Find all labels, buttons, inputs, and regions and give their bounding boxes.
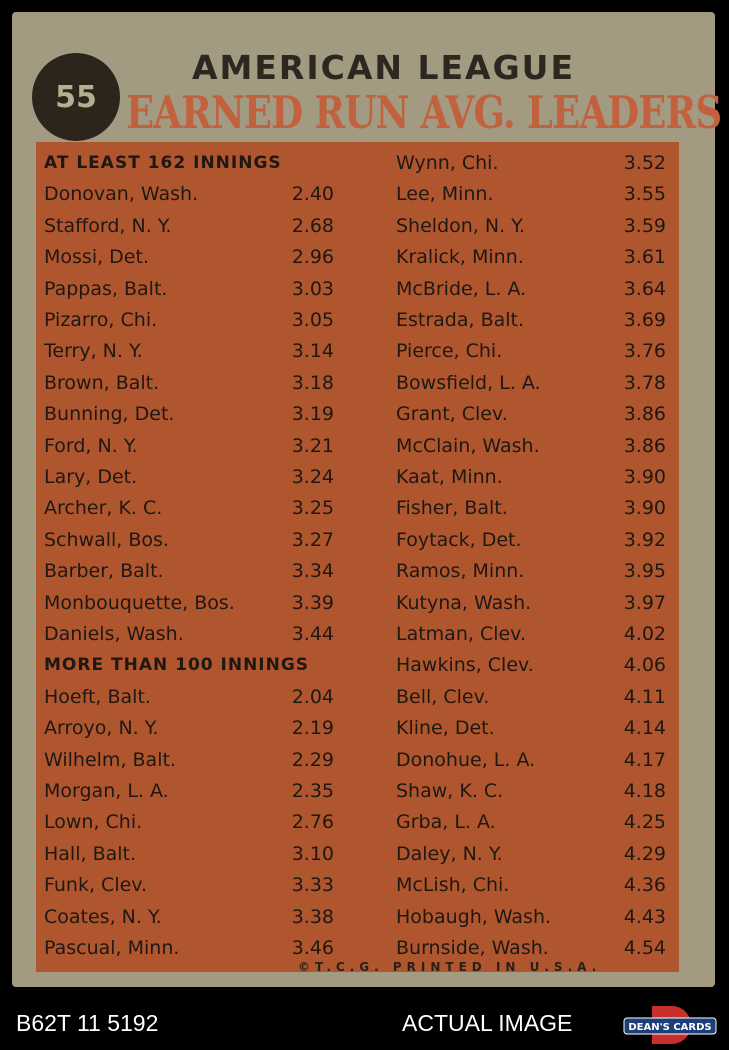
stat-row — [44, 933, 334, 963]
stat-row — [396, 336, 666, 366]
era-value: 4.17 — [623, 748, 666, 771]
era-value: 3.69 — [623, 309, 666, 331]
era-value: 3.86 — [623, 403, 666, 426]
era-value: 3.39 — [291, 591, 334, 614]
stat-row — [396, 650, 666, 680]
pitcher-name: Bunning, Det. — [44, 403, 175, 426]
stat-row — [396, 839, 666, 869]
deans-cards-logo — [622, 1004, 718, 1046]
pitcher-name: Latman, Clev. — [396, 623, 526, 645]
pitcher-name: Funk, Clev. — [44, 874, 148, 897]
pitcher-name: Mossi, Det. — [44, 246, 149, 269]
pitcher-name: Kline, Det. — [396, 717, 495, 740]
stat-row — [396, 368, 666, 398]
card-number: 55 — [55, 79, 97, 115]
stat-row — [44, 431, 334, 461]
era-value: 3.97 — [623, 591, 666, 614]
stat-row — [396, 556, 666, 586]
stat-row — [396, 619, 666, 649]
pitcher-name: Bell, Clev. — [396, 685, 490, 708]
pitcher-name: Schwall, Bos. — [44, 528, 169, 551]
pitcher-name: Hawkins, Clev. — [396, 654, 534, 677]
stat-row — [396, 713, 666, 743]
stat-row — [396, 525, 666, 555]
pitcher-name: Lary, Det. — [44, 466, 138, 488]
stat-row — [396, 807, 666, 837]
era-value: 3.21 — [291, 434, 334, 457]
pitcher-name: McBride, L. A. — [396, 277, 527, 300]
title-line1: AMERICAN LEAGUE — [192, 48, 576, 87]
era-value: 2.76 — [291, 811, 334, 834]
stat-row — [44, 179, 334, 209]
pitcher-name: Hobaugh, Wash. — [396, 905, 552, 928]
era-value: 3.38 — [291, 905, 334, 928]
era-value: 3.95 — [623, 560, 666, 583]
stat-row — [44, 556, 334, 586]
era-value: 2.40 — [291, 183, 334, 206]
copyright: ©T.C.G. PRINTED IN U.S.A. — [298, 960, 602, 974]
stat-row — [44, 399, 334, 429]
pitcher-name: Pizarro, Chi. — [44, 309, 158, 331]
stat-row — [396, 462, 666, 492]
stat-row — [44, 493, 334, 523]
pitcher-name: Lown, Chi. — [44, 811, 143, 834]
pitcher-name: Terry, N. Y. — [44, 340, 143, 363]
era-value: 2.19 — [291, 717, 334, 740]
stat-row — [396, 242, 666, 272]
stat-row — [44, 462, 334, 492]
stat-row — [44, 525, 334, 555]
stat-row — [396, 431, 666, 461]
era-value: 4.25 — [623, 811, 666, 834]
stats-panel — [36, 142, 679, 972]
era-value: 3.34 — [291, 560, 334, 583]
pitcher-name: McLish, Chi. — [396, 874, 510, 897]
era-value: 3.55 — [623, 183, 666, 206]
logo-text: DEAN'S CARDS — [628, 1022, 712, 1033]
pitcher-name: Kralick, Minn. — [396, 246, 524, 269]
stat-row — [396, 305, 666, 335]
era-value: 3.86 — [623, 434, 666, 457]
era-value: 3.59 — [623, 214, 666, 237]
inventory-code: B62T 11 5192 — [16, 1010, 159, 1036]
era-value: 3.64 — [623, 277, 666, 300]
pitcher-name: Burnside, Wash. — [396, 937, 549, 959]
era-value: 4.14 — [623, 717, 666, 740]
pitcher-name: Wynn, Chi. — [396, 152, 499, 174]
stat-row — [44, 870, 334, 900]
pitcher-name: Donohue, L. A. — [396, 748, 536, 771]
pitcher-name: Brown, Balt. — [44, 371, 160, 394]
era-value: 3.52 — [623, 152, 666, 174]
stat-row — [44, 368, 334, 398]
era-value: 3.18 — [291, 371, 334, 394]
pitcher-name: Stafford, N. Y. — [44, 214, 172, 237]
pitcher-name: Pierce, Chi. — [396, 340, 503, 363]
stat-row — [44, 839, 334, 869]
era-value: 2.04 — [291, 685, 334, 708]
era-value: 2.68 — [291, 214, 334, 237]
stat-row — [44, 682, 334, 712]
stat-row — [396, 870, 666, 900]
pitcher-name: Pappas, Balt. — [44, 277, 168, 300]
pitcher-name: Donovan, Wash. — [44, 183, 199, 206]
stat-row — [396, 902, 666, 932]
pitcher-name: Estrada, Balt. — [396, 309, 525, 331]
stat-row — [396, 745, 666, 775]
stat-row — [396, 148, 666, 178]
pitcher-name: Shaw, K. C. — [396, 780, 504, 802]
stat-row — [44, 588, 334, 618]
era-value: 4.54 — [623, 937, 666, 959]
pitcher-name: Hall, Balt. — [44, 842, 137, 865]
pitcher-name: Barber, Balt. — [44, 560, 164, 583]
stat-row — [396, 274, 666, 304]
stat-row — [44, 619, 334, 649]
era-value: 3.44 — [291, 623, 334, 645]
actual-image-label: ACTUAL IMAGE — [402, 1010, 573, 1036]
pitcher-name: Grba, L. A. — [396, 811, 496, 834]
pitcher-name: Arroyo, N. Y. — [44, 717, 159, 740]
pitcher-name: Daley, N. Y. — [396, 842, 503, 865]
era-value: 3.14 — [291, 340, 334, 363]
stat-row — [396, 399, 666, 429]
pitcher-name: Ramos, Minn. — [396, 560, 525, 583]
stat-row — [44, 211, 334, 241]
stat-row — [44, 745, 334, 775]
era-value: 4.18 — [623, 780, 666, 802]
stat-row — [44, 336, 334, 366]
pitcher-name: Hoeft, Balt. — [44, 685, 151, 708]
pitcher-name: Kaat, Minn. — [396, 466, 503, 488]
pitcher-name: Fisher, Balt. — [396, 497, 508, 520]
era-value: 3.24 — [291, 466, 334, 488]
stat-row — [44, 274, 334, 304]
pitcher-name: Kutyna, Wash. — [396, 591, 532, 614]
stat-row — [396, 493, 666, 523]
pitcher-name: Grant, Clev. — [396, 403, 508, 426]
pitcher-name: Pascual, Minn. — [44, 937, 180, 959]
stat-row — [396, 179, 666, 209]
pitcher-name: Foytack, Det. — [396, 528, 522, 551]
era-value: 3.90 — [623, 497, 666, 520]
era-value: 3.61 — [623, 246, 666, 269]
era-value: 3.05 — [291, 309, 334, 331]
era-value: 3.90 — [623, 466, 666, 488]
pitcher-name: Bowsfield, L. A. — [396, 371, 541, 394]
era-value: 3.10 — [291, 842, 334, 865]
era-value: 4.29 — [623, 842, 666, 865]
stat-row — [44, 713, 334, 743]
era-value: 2.96 — [291, 246, 334, 269]
era-value: 2.35 — [291, 780, 334, 802]
stat-row — [396, 776, 666, 806]
pitcher-name: Coates, N. Y. — [44, 905, 162, 928]
era-value: 3.76 — [623, 340, 666, 363]
stat-row — [396, 211, 666, 241]
era-value: 3.46 — [291, 937, 334, 959]
pitcher-name: Sheldon, N. Y. — [396, 214, 525, 237]
section-heading-162: AT LEAST 162 INNINGS — [44, 153, 282, 173]
stat-row — [396, 682, 666, 712]
era-value: 3.27 — [291, 528, 334, 551]
card-number-badge — [32, 53, 120, 141]
pitcher-name: Archer, K. C. — [44, 497, 163, 520]
era-value: 3.78 — [623, 371, 666, 394]
pitcher-name: Morgan, L. A. — [44, 780, 169, 802]
pitcher-name: Monbouquette, Bos. — [44, 591, 235, 614]
era-value: 4.02 — [623, 623, 666, 645]
era-value: 3.19 — [291, 403, 334, 426]
stat-row — [396, 588, 666, 618]
era-value: 4.06 — [623, 654, 666, 677]
stat-row — [44, 242, 334, 272]
era-value: 3.03 — [291, 277, 334, 300]
stat-row — [44, 305, 334, 335]
pitcher-name: Wilhelm, Balt. — [44, 748, 176, 771]
era-value: 3.25 — [291, 497, 334, 520]
stat-row — [44, 807, 334, 837]
section-heading-100: MORE THAN 100 INNINGS — [44, 655, 310, 676]
pitcher-name: McClain, Wash. — [396, 434, 540, 457]
pitcher-name: Ford, N. Y. — [44, 434, 138, 457]
era-value: 4.11 — [623, 685, 666, 708]
stat-row — [44, 776, 334, 806]
era-value: 2.29 — [291, 748, 334, 771]
stat-row — [396, 933, 666, 963]
era-value: 4.36 — [623, 874, 666, 897]
stat-row — [44, 902, 334, 932]
pitcher-name: Lee, Minn. — [396, 183, 494, 206]
era-value: 3.33 — [291, 874, 334, 897]
era-value: 4.43 — [623, 905, 666, 928]
pitcher-name: Daniels, Wash. — [44, 623, 184, 645]
title-line2: EARNED RUN AVG. LEADERS — [126, 86, 722, 139]
era-value: 3.92 — [623, 528, 666, 551]
